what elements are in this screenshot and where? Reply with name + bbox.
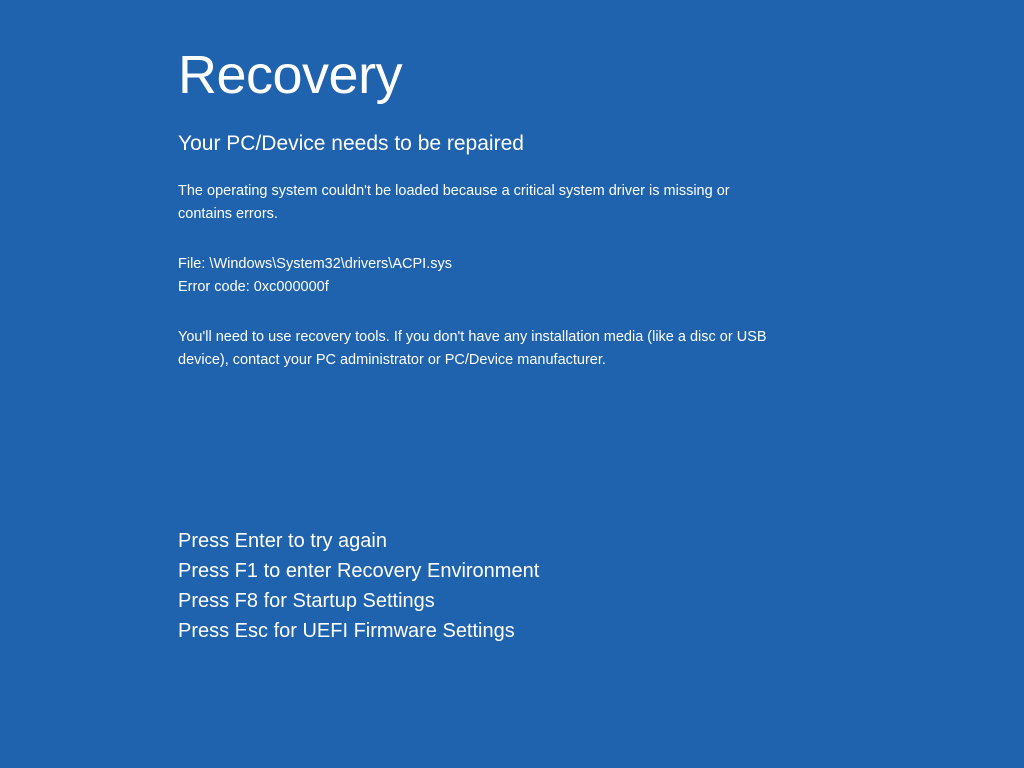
action-f1-recovery-environment[interactable]: Press F1 to enter Recovery Environment xyxy=(178,560,540,582)
action-enter-try-again[interactable]: Press Enter to try again xyxy=(178,530,387,552)
spacer xyxy=(178,227,778,253)
action-esc-uefi-firmware-settings[interactable]: Press Esc for UEFI Firmware Settings xyxy=(178,620,515,642)
file-path-line: File: \Windows\System32\drivers\ACPI.sys xyxy=(178,255,452,272)
advice-message: You'll need to use recovery tools. If you don't have any installation media (like a disc or USB device), contact your PC administrator or PC/Device manufacturer. xyxy=(178,328,767,369)
page-subtitle: Your PC/Device needs to be repaired xyxy=(178,132,524,155)
page-title: Recovery xyxy=(178,45,403,105)
error-code-line: Error code: 0xc000000f xyxy=(178,279,329,296)
action-list xyxy=(178,526,539,646)
action-f8-startup-settings[interactable]: Press F8 for Startup Settings xyxy=(178,590,435,612)
primary-message: The operating system couldn't be loaded because a critical system driver is missing or contains errors. xyxy=(178,183,730,223)
message-block xyxy=(178,156,778,373)
spacer xyxy=(178,300,778,326)
